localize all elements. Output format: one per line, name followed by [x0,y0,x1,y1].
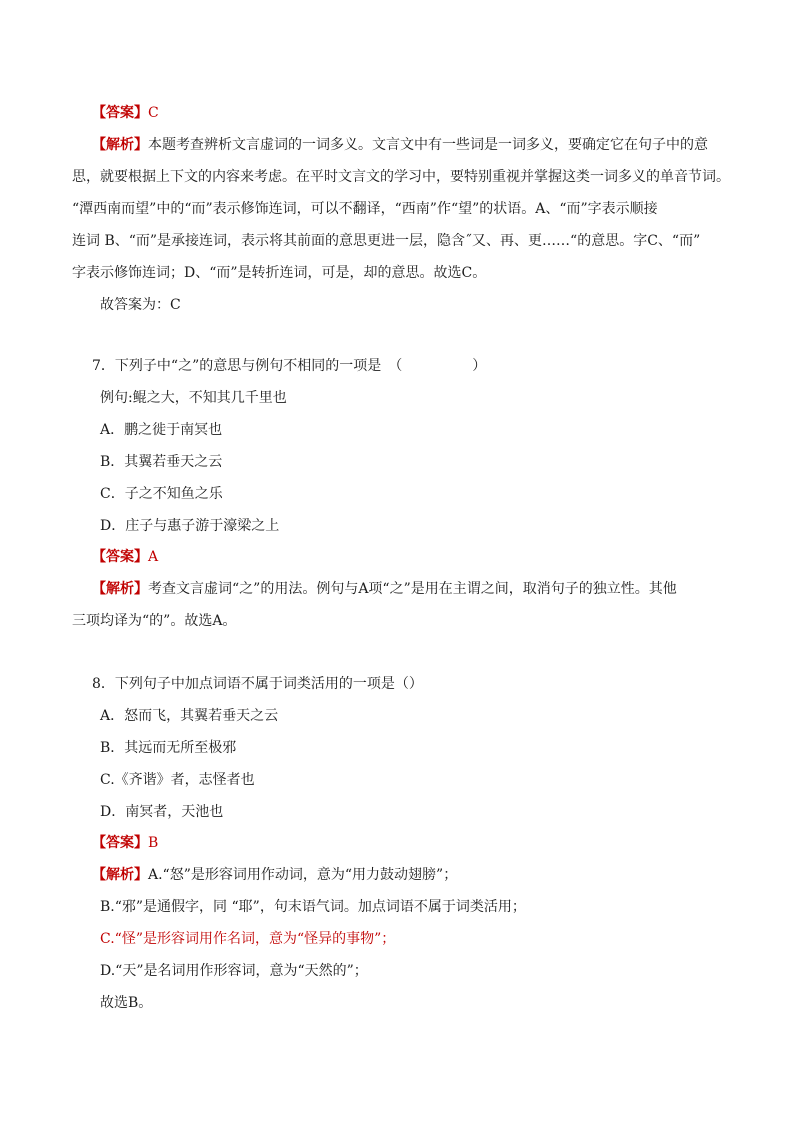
q6-analysis-line-5: 字表示修饰连词；D、“而”是转折连词，可是，却的意思。故选C。 [72,265,487,281]
q7-option-c: C．子之不知鱼之乐 [100,486,223,502]
q7-answer-line [92,547,158,567]
q8-analysis-tag: 【解析】 [92,867,148,883]
q7-answer-value: A [148,549,159,565]
q6-analysis-text-1: 本题考查辨析文言虚词的一词多义。文言文中有一些词是一词多义，要确定它在句子中的意 [148,137,708,153]
q6-analysis-line-3: “潭西南而望”中的“而”表示修饰连词，可以不翻译，“西南”作“望”的状语。A、“而”字表示顺接 [72,201,658,217]
q8-answer-line [92,833,158,853]
q8-answer-value: B [148,835,159,851]
q8-option-d: D．南冥者，天池也 [100,804,224,820]
q8-stem: 8．下列句子中加点词语不属于词类活用的一项是（） [92,676,423,692]
q7-analysis-tag: 【解析】 [92,581,148,597]
q8-answer-tag: 【答案】 [92,835,148,851]
q8-analysis-text-1: A.“怒”是形容词用作动词，意为“用力鼓动翅膀”； [148,867,458,883]
q7-analysis-line-1 [92,579,677,599]
q7-stem: 7．下列子中“之”的意思与例句不相同的一项是 （ ） [92,358,487,374]
q8-analysis-line-2: B.“邪”是通假字，同 “耶”，句末语气词。加点词语不属于词类活用； [100,899,526,915]
q8-analysis-line-3: C.“怪”是形容词用作名词，意为“怪异的事物”； [100,931,396,947]
q6-analysis-line-2: 思，就要根据上下文的内容来考虑。在平时文言文的学习中，要特别重视并掌握这类一词多义的单音节词。 [72,169,730,185]
q7-answer-tag: 【答案】 [92,549,148,565]
q8-analysis-line-4: D.“天”是名词用作形容词，意为“天然的”； [100,963,368,979]
q6-analysis-tag: 【解析】 [92,137,148,153]
q6-analysis-line-4: 连词 B、“而”是承接连词，表示将其前面的意思更进一层，隐含˝又、再、更……“的意思。字C、“而” [72,233,701,249]
q8-option-c: C.《齐谐》者，志怪者也 [100,772,255,788]
q7-analysis-text-1: 考查文言虚词“之”的用法。例句与A项“之”是用在主谓之间，取消句子的独立性。其他 [148,581,677,597]
q8-analysis-line-1 [92,865,457,885]
q6-analysis-line-1 [92,135,708,155]
q7-example: 例句:鲲之大，不知其几千里也 [100,390,287,406]
q7-option-b: B．其翼若垂天之云 [100,454,223,470]
q7-option-d: D．庄子与惠子游于濠梁之上 [100,518,280,534]
q6-answer-line [92,103,159,123]
q8-option-b: B．其远而无所至极邪 [100,740,237,756]
q8-option-a: A．怒而飞，其翼若垂天之云 [100,708,279,724]
q6-answer-tag: 【答案】 [92,105,148,121]
q7-option-a: A．鹏之徙于南冥也 [100,422,223,438]
q6-answer-value: C [148,105,159,121]
q6-final-answer: 故答案为：C [100,297,181,313]
q7-analysis-line-2: 三项均译为“的”。故选A。 [72,613,237,629]
q8-analysis-line-5: 故选B。 [100,995,153,1011]
